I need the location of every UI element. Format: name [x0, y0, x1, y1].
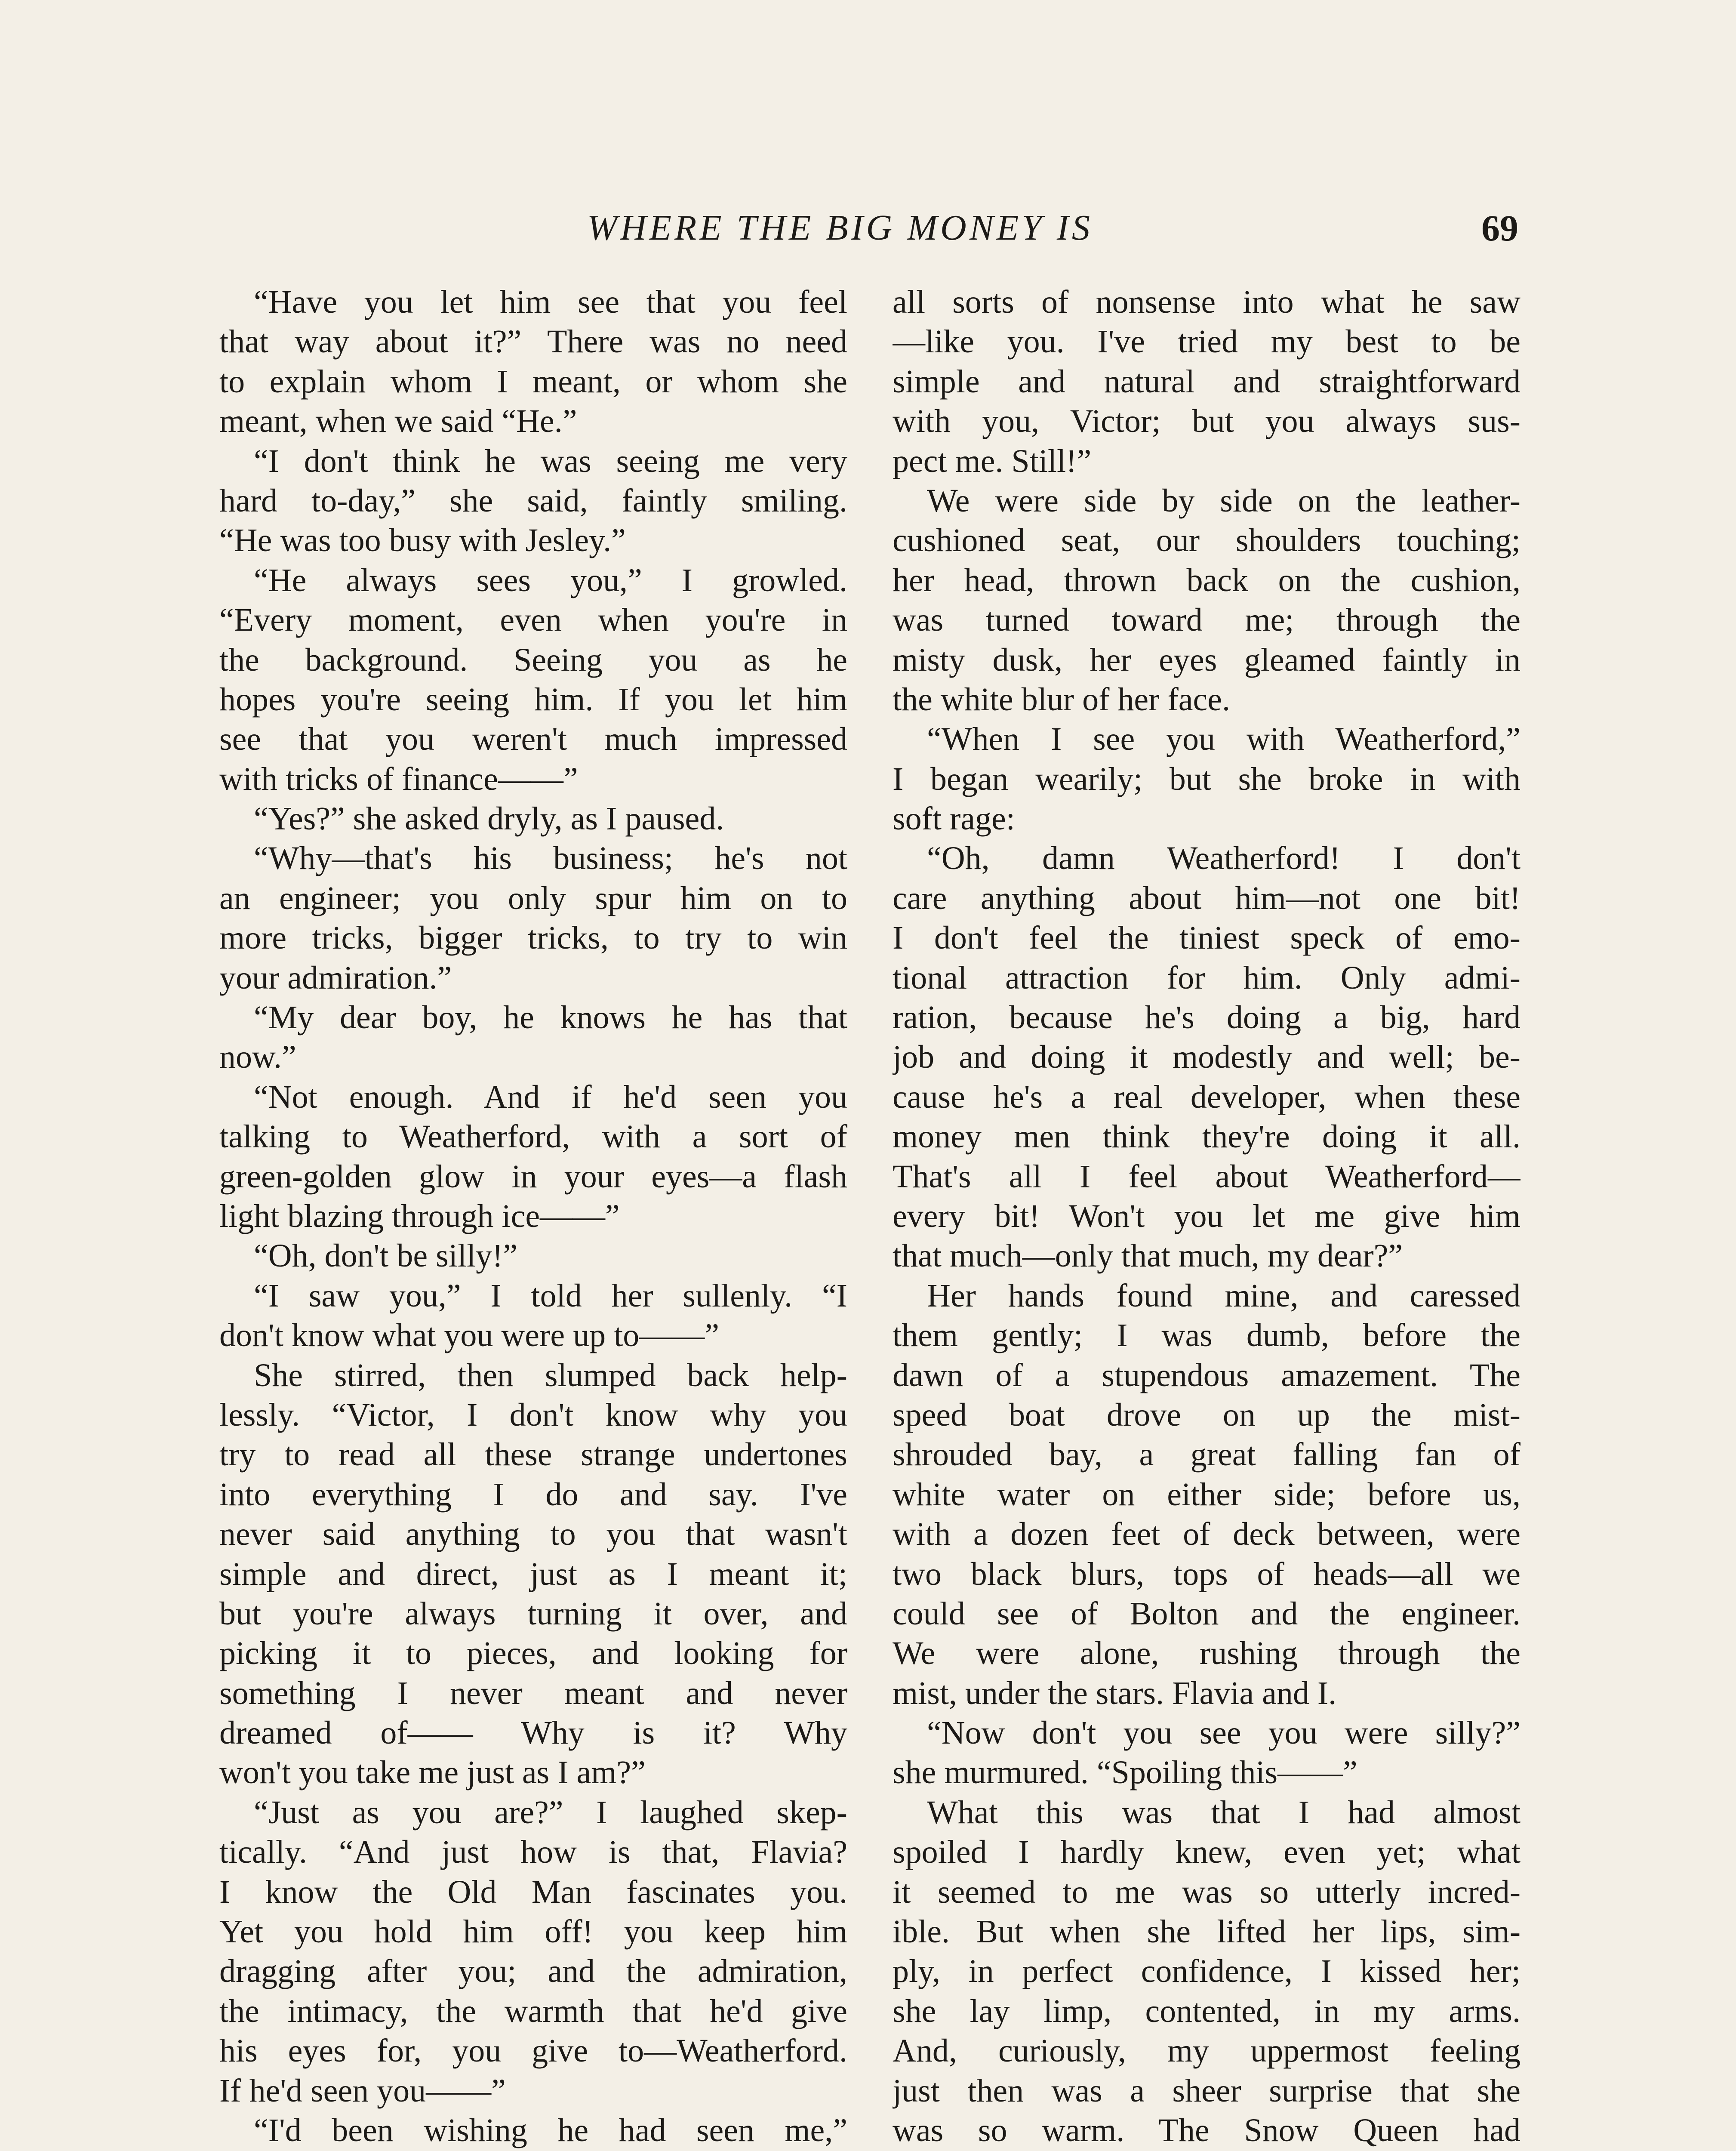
text-line: simple and direct, just as I meant it;	[219, 1556, 847, 1592]
text-line: ible. But when she lifted her lips, sim-	[893, 1914, 1521, 1950]
text-line: to explain whom I meant, or whom she	[219, 363, 847, 400]
text-line: “Yes?” she asked dryly, as I paused.	[254, 801, 724, 837]
text-line: care anything about him—not one bit!	[893, 880, 1521, 916]
text-line: but you're always turning it over, and	[219, 1595, 847, 1632]
text-line: something I never meant and never	[219, 1675, 847, 1711]
text-line: If he'd seen you——”	[219, 2072, 506, 2109]
text-line: talking to Weatherford, with a sort of	[219, 1119, 847, 1155]
text-line: I don't feel the tiniest speck of emo-	[893, 920, 1521, 956]
text-line: see that you weren't much impressed	[219, 721, 847, 758]
text-line: tional attraction for him. Only admi-	[893, 959, 1521, 996]
text-line: more tricks, bigger tricks, to try to win	[219, 920, 847, 956]
text-line: Her hands found mine, and caressed	[927, 1277, 1521, 1314]
text-line: soft rage:	[893, 801, 1015, 837]
text-line: it seemed to me was so utterly incred-	[893, 1874, 1521, 1910]
text-line: that way about it?” There was no need	[219, 324, 847, 360]
text-line: an engineer; you only spur him on to	[219, 880, 847, 916]
text-line: meant, when we said “He.”	[219, 403, 577, 440]
text-line: Yet you hold him off! you keep him	[219, 1914, 847, 1950]
text-line: the white blur of her face.	[893, 681, 1230, 718]
text-line: What this was that I had almost	[927, 1794, 1521, 1831]
text-line: job and doing it modestly and well; be-	[893, 1039, 1521, 1076]
text-line: dragging after you; and the admiration,	[219, 1953, 847, 1990]
text-line: “I don't think he was seeing me very	[254, 443, 847, 479]
text-line: don't know what you were up to——”	[219, 1317, 719, 1354]
text-line: —like you. I've tried my best to be	[893, 324, 1521, 360]
text-line: with a dozen feet of deck between, were	[893, 1516, 1521, 1553]
text-line: “Every moment, even when you're in	[219, 602, 847, 638]
text-line: that much—only that much, my dear?”	[893, 1238, 1403, 1274]
text-line: We were side by side on the leather-	[927, 482, 1521, 519]
text-line: every bit! Won't you let me give him	[893, 1198, 1521, 1234]
text-line: she lay limp, contented, in my arms.	[893, 1993, 1521, 2029]
text-line: “Just as you are?” I laughed skep-	[254, 1794, 847, 1831]
text-line: her head, thrown back on the cushion,	[893, 562, 1521, 598]
text-line: tically. “And just how is that, Flavia?	[219, 1834, 847, 1871]
text-line: shrouded bay, a great falling fan of	[893, 1436, 1521, 1473]
text-line: green-golden glow in your eyes—a flash	[219, 1158, 847, 1195]
text-line: misty dusk, her eyes gleamed faintly in	[893, 641, 1521, 678]
text-line: “He was too busy with Jesley.”	[219, 522, 626, 559]
text-line: just then was a sheer surprise that she	[893, 2072, 1521, 2109]
text-line: And, curiously, my uppermost feeling	[893, 2033, 1521, 2069]
text-line: “When I see you with Weatherford,”	[927, 721, 1521, 758]
text-line: could see of Bolton and the engineer.	[893, 1595, 1521, 1632]
text-line: them gently; I was dumb, before the	[893, 1317, 1521, 1354]
text-line: “Why—that's his business; he's not	[254, 840, 847, 877]
text-line: never said anything to you that wasn't	[219, 1516, 847, 1553]
text-line: “He always sees you,” I growled.	[254, 562, 847, 598]
text-line: money men think they're doing it all.	[893, 1119, 1521, 1155]
text-line: was turned toward me; through the	[893, 602, 1521, 638]
text-line: picking it to pieces, and looking for	[219, 1635, 847, 1672]
text-line: cushioned seat, our shoulders touching;	[893, 522, 1521, 559]
text-line: “Have you let him see that you feel	[254, 284, 847, 320]
text-line: try to read all these strange undertones	[219, 1436, 847, 1473]
text-line: with tricks of finance——”	[219, 761, 578, 797]
text-line: “I'd been wishing he had seen me,”	[254, 2112, 847, 2148]
text-line: now.”	[219, 1039, 296, 1076]
text-line: two black blurs, tops of heads—all we	[893, 1556, 1521, 1592]
text-line: hard to-day,” she said, faintly smiling.	[219, 482, 847, 519]
text-line: spoiled I hardly knew, even yet; what	[893, 1834, 1521, 1871]
text-line: hopes you're seeing him. If you let him	[219, 681, 847, 718]
running-title: WHERE THE BIG MONEY IS	[587, 208, 1093, 248]
text-line: That's all I feel about Weatherford—	[893, 1158, 1521, 1195]
page-header	[219, 202, 1518, 254]
text-line: all sorts of nonsense into what he saw	[893, 284, 1521, 320]
text-line: into everything I do and say. I've	[219, 1476, 847, 1513]
text-line: She stirred, then slumped back help-	[254, 1357, 847, 1393]
text-line: won't you take me just as I am?”	[219, 1754, 646, 1791]
text-line: with you, Victor; but you always sus-	[893, 403, 1521, 440]
text-line: the intimacy, the warmth that he'd give	[219, 1993, 847, 2029]
text-line: his eyes for, you give to—Weatherford.	[219, 2033, 847, 2069]
text-line: “My dear boy, he knows he has that	[254, 999, 847, 1036]
text-line: “Now don't you see you were silly?”	[927, 1715, 1521, 1751]
text-line: was so warm. The Snow Queen had	[893, 2112, 1521, 2148]
text-line: pect me. Still!”	[893, 443, 1092, 479]
text-line: the background. Seeing you as he	[219, 641, 847, 678]
text-line: speed boat drove on up the mist-	[893, 1396, 1521, 1433]
text-line: lessly. “Victor, I don't know why you	[219, 1396, 847, 1433]
text-line: white water on either side; before us,	[893, 1476, 1521, 1513]
text-line: she murmured. “Spoiling this——”	[893, 1754, 1357, 1791]
text-line: “I saw you,” I told her sullenly. “I	[254, 1277, 847, 1314]
text-line: We were alone, rushing through the	[893, 1635, 1521, 1672]
left-column	[219, 282, 847, 2151]
text-line: “Oh, don't be silly!”	[254, 1238, 518, 1274]
text-line: ration, because he's doing a big, hard	[893, 999, 1521, 1036]
text-line: dreamed of—— Why is it? Why	[219, 1715, 847, 1751]
text-line: light blazing through ice——”	[219, 1198, 620, 1234]
text-line: I began wearily; but she broke in with	[893, 761, 1521, 797]
text-line: your admiration.”	[219, 959, 452, 996]
text-line: I know the Old Man fascinates you.	[219, 1874, 847, 1910]
text-line: simple and natural and straightforward	[893, 363, 1521, 400]
text-line: “Not enough. And if he'd seen you	[254, 1079, 847, 1115]
right-column	[893, 282, 1521, 2151]
text-line: cause he's a real developer, when these	[893, 1079, 1521, 1115]
page-number: 69	[1481, 207, 1518, 249]
text-line: dawn of a stupendous amazement. The	[893, 1357, 1521, 1393]
text-line: “Oh, damn Weatherford! I don't	[927, 840, 1521, 877]
text-line: ply, in perfect confidence, I kissed her;	[893, 1953, 1521, 1990]
text-line: mist, under the stars. Flavia and I.	[893, 1675, 1337, 1711]
